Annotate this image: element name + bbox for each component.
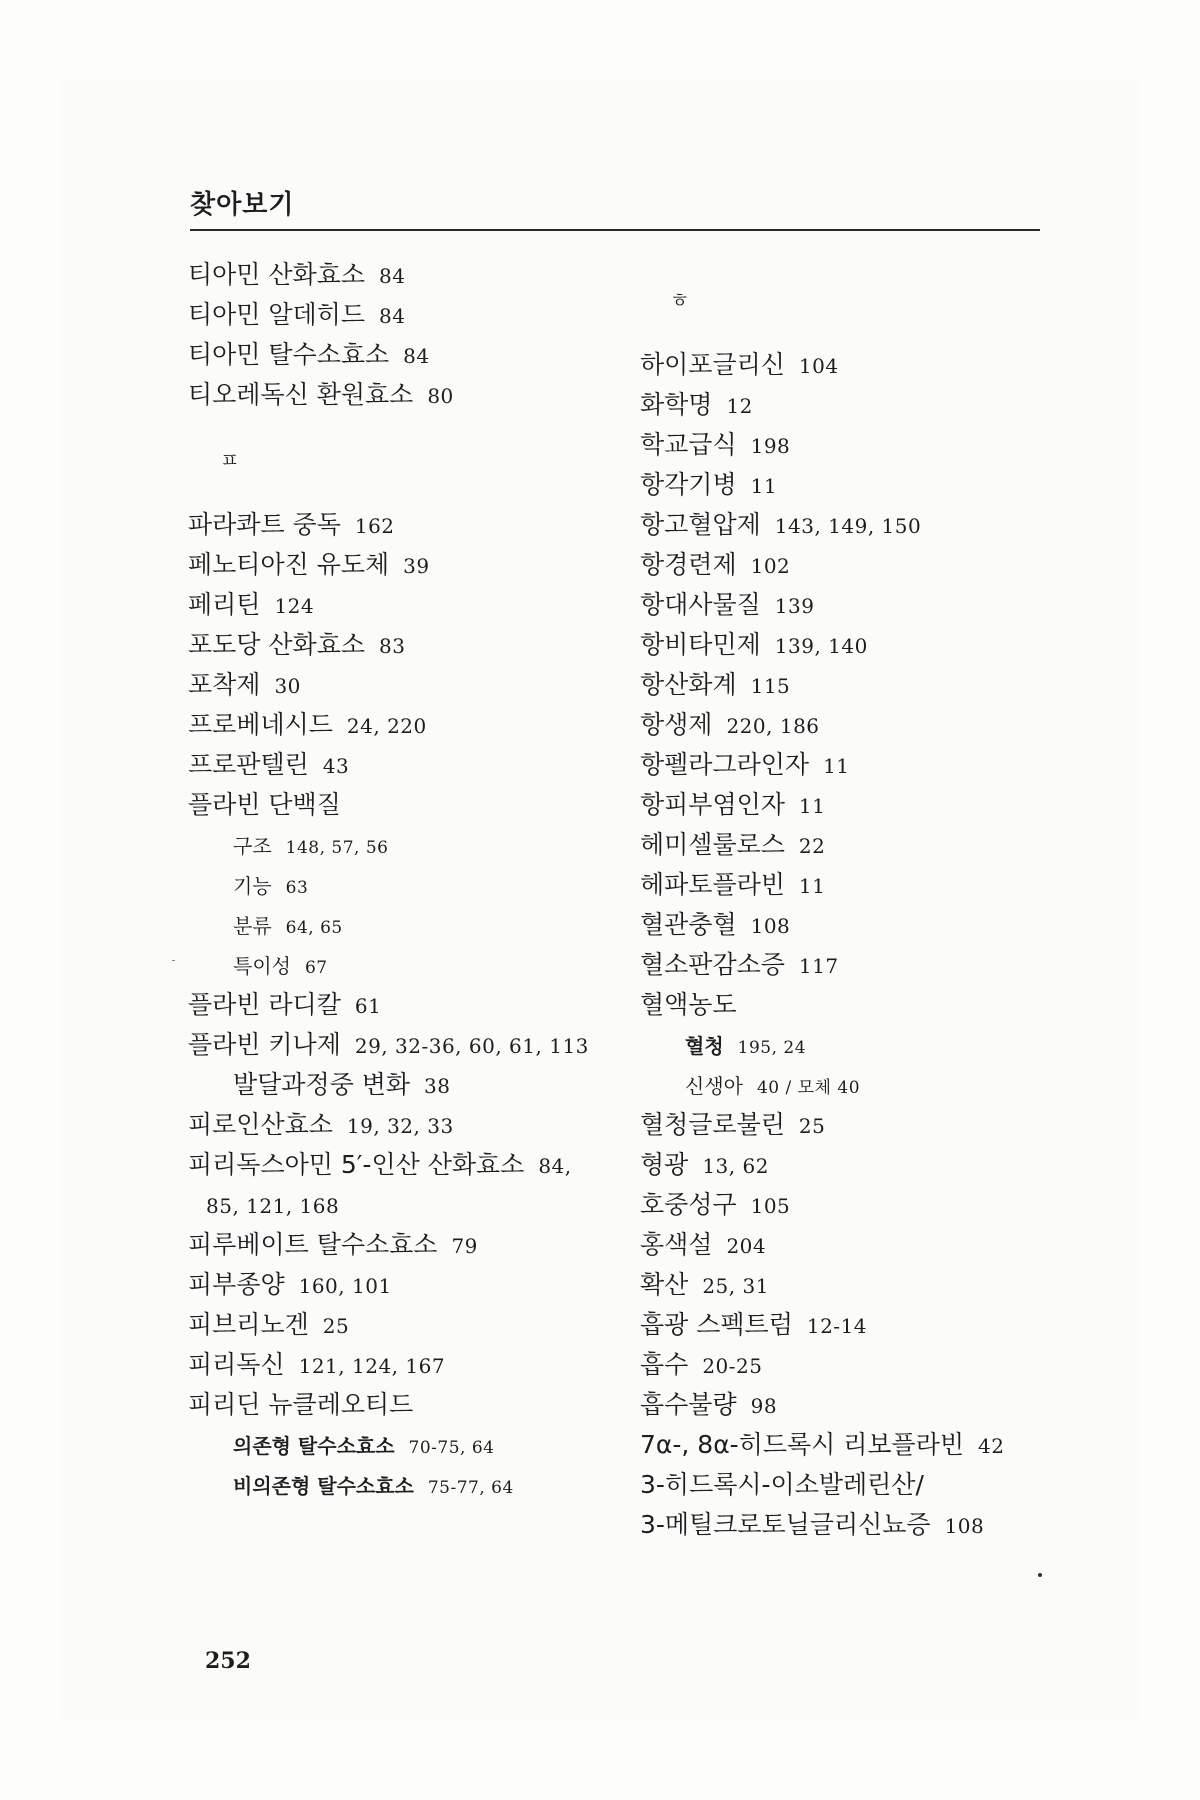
subentry-term: 기능 bbox=[233, 874, 272, 898]
index-entry bbox=[188, 375, 638, 415]
entry-pages: 115 bbox=[750, 674, 791, 698]
subentry-term: 혈청 bbox=[685, 1034, 724, 1058]
entry-pages: 160, 101 bbox=[298, 1274, 392, 1298]
entry-term: 피부종양 bbox=[188, 1270, 285, 1299]
entry-term: 혈관충혈 bbox=[640, 910, 737, 939]
entry-pages: 162 bbox=[354, 514, 395, 538]
index-entry bbox=[640, 1185, 1060, 1225]
entry-pages: 117 bbox=[798, 954, 839, 978]
entry-term: 페리틴 bbox=[188, 590, 261, 619]
entry-pages: 84 bbox=[379, 264, 406, 288]
index-subentry bbox=[188, 1425, 638, 1465]
entry-term: 홍색설 bbox=[640, 1230, 713, 1259]
entry-term: 플라빈 단백질 bbox=[188, 790, 341, 819]
index-subentry bbox=[188, 1065, 638, 1105]
index-entry bbox=[640, 1105, 1060, 1145]
entry-pages: 22 bbox=[798, 834, 826, 858]
index-subentry bbox=[188, 825, 638, 865]
entry-pages: 105 bbox=[750, 1194, 791, 1218]
index-subentry bbox=[188, 905, 638, 945]
index-entry bbox=[640, 745, 1060, 785]
margin-mark bbox=[172, 960, 175, 961]
index-entry bbox=[640, 945, 1060, 985]
entry-term: 흡광 스펙트럼 bbox=[640, 1310, 793, 1339]
index-entry bbox=[640, 625, 1060, 665]
entry-term: 피루베이트 탈수소효소 bbox=[188, 1230, 438, 1259]
entry-pages: 11 bbox=[798, 874, 826, 898]
entry-pages: 20-25 bbox=[702, 1354, 763, 1378]
entry-pages: 25 bbox=[798, 1114, 826, 1138]
index-entry bbox=[188, 985, 638, 1025]
entry-pages: 25 bbox=[322, 1314, 350, 1338]
entry-pages: 220, 186 bbox=[726, 714, 820, 738]
index-entry bbox=[188, 295, 638, 335]
entry-term: 항산화계 bbox=[640, 670, 737, 699]
index-subentry bbox=[188, 945, 638, 985]
subentry-pages: 70-75, 64 bbox=[408, 1438, 495, 1458]
entry-term: 항비타민제 bbox=[640, 630, 761, 659]
entry-term: 항고혈압제 bbox=[640, 510, 761, 539]
index-entry bbox=[188, 665, 638, 705]
subentry-pages: 195, 24 bbox=[737, 1038, 807, 1058]
section-letter-h: ㅎ bbox=[670, 288, 690, 312]
entry-pages: 198 bbox=[750, 434, 791, 458]
index-entry bbox=[640, 825, 1060, 865]
entry-term: 피브리노겐 bbox=[188, 1310, 309, 1339]
index-subentry bbox=[188, 865, 638, 905]
subentry-pages: 63 bbox=[285, 878, 309, 898]
index-entry bbox=[640, 1425, 1060, 1465]
margin-dot bbox=[1038, 1573, 1042, 1577]
subentry-pages: 67 bbox=[304, 958, 328, 978]
index-entry bbox=[640, 1145, 1060, 1185]
header-rule bbox=[190, 229, 1040, 231]
entry-term: 피로인산효소 bbox=[188, 1110, 333, 1139]
index-entry bbox=[188, 335, 638, 375]
entry-pages: 43 bbox=[322, 754, 350, 778]
entry-term: 항펠라그라인자 bbox=[640, 750, 810, 779]
index-entry bbox=[188, 1345, 638, 1385]
entry-term: 헤미셀룰로스 bbox=[640, 830, 785, 859]
entry-pages: 139 bbox=[774, 594, 815, 618]
entry-term: 학교급식 bbox=[640, 430, 737, 459]
index-entry bbox=[188, 545, 638, 585]
index-entry bbox=[640, 1345, 1060, 1385]
index-entry bbox=[640, 345, 1060, 385]
entry-term: 피리독신 bbox=[188, 1350, 285, 1379]
index-entry bbox=[188, 1225, 638, 1265]
index-subentry bbox=[640, 1025, 1060, 1065]
entry-term: 확산 bbox=[640, 1270, 689, 1299]
entry-term: 포착제 bbox=[188, 670, 261, 699]
index-entry bbox=[188, 785, 638, 825]
entry-term: 항대사물질 bbox=[640, 590, 761, 619]
subentry-term: 구조 bbox=[233, 834, 272, 858]
entry-pages: 84 bbox=[379, 304, 406, 328]
entry-pages: 12 bbox=[726, 394, 753, 418]
index-entry bbox=[188, 1025, 638, 1065]
index-entry bbox=[640, 865, 1060, 905]
entry-pages: 121, 124, 167 bbox=[298, 1354, 446, 1378]
entry-term: 7α-, 8α-히드록시 리보플라빈 bbox=[640, 1430, 965, 1459]
entry-pages: 30 bbox=[274, 674, 301, 698]
index-entry bbox=[640, 425, 1060, 465]
index-entry bbox=[188, 1105, 638, 1145]
entry-term: 흡수불량 bbox=[640, 1390, 737, 1419]
index-entry bbox=[640, 1385, 1060, 1425]
subentry-term: 분류 bbox=[233, 914, 272, 938]
page-number: 252 bbox=[205, 1648, 251, 1674]
entry-term: 피리독스아민 5′-인산 산화효소 bbox=[188, 1150, 525, 1179]
entry-term: 피리딘 뉴클레오티드 bbox=[188, 1390, 414, 1419]
index-entry bbox=[188, 745, 638, 785]
index-entry bbox=[188, 1305, 638, 1345]
index-entry bbox=[640, 585, 1060, 625]
index-entry bbox=[640, 1465, 1060, 1505]
index-entry bbox=[640, 985, 1060, 1025]
entry-pages: 85, 121, 168 bbox=[206, 1194, 340, 1218]
entry-pages: 11 bbox=[798, 794, 826, 818]
subentry-pages: 148, 57, 56 bbox=[285, 838, 389, 858]
index-entry bbox=[640, 1305, 1060, 1345]
section-letter-p: ㅍ bbox=[220, 448, 240, 472]
entry-pages: 11 bbox=[823, 754, 850, 778]
entry-pages: 61 bbox=[354, 994, 382, 1018]
index-entry bbox=[640, 505, 1060, 545]
entry-term: 항생제 bbox=[640, 710, 713, 739]
entry-term: 혈액농도 bbox=[640, 990, 737, 1019]
index-entry bbox=[640, 545, 1060, 585]
subentry-term: 의존형 탈수소효소 bbox=[233, 1434, 395, 1458]
index-entry bbox=[188, 585, 638, 625]
subentry-pages: 75-77, 64 bbox=[427, 1478, 514, 1498]
entry-pages: 19, 32, 33 bbox=[346, 1114, 454, 1138]
entry-pages: 102 bbox=[750, 554, 791, 578]
entry-term: 혈소판감소증 bbox=[640, 950, 785, 979]
index-entry bbox=[640, 665, 1060, 705]
entry-pages: 84 bbox=[403, 344, 430, 368]
entry-pages: 11 bbox=[750, 474, 778, 498]
index-entry bbox=[640, 1505, 1060, 1545]
entry-term: 호중성구 bbox=[640, 1190, 737, 1219]
index-entry bbox=[188, 625, 638, 665]
entry-pages: 84, bbox=[538, 1154, 572, 1178]
subentry-pages: 38 bbox=[424, 1074, 451, 1098]
entry-term: 혈청글로불린 bbox=[640, 1110, 785, 1139]
entry-term: 티아민 알데히드 bbox=[188, 300, 365, 329]
entry-pages: 98 bbox=[750, 1394, 778, 1418]
entry-pages: 13, 62 bbox=[702, 1154, 769, 1178]
entry-pages: 139, 140 bbox=[774, 634, 868, 658]
entry-term: 항각기병 bbox=[640, 470, 737, 499]
index-entry bbox=[640, 1265, 1060, 1305]
index-entry bbox=[188, 705, 638, 745]
index-title: 찾아보기 bbox=[190, 190, 295, 220]
entry-term: 플라빈 라디칼 bbox=[188, 990, 341, 1019]
entry-term: 하이포글리신 bbox=[640, 350, 785, 379]
entry-pages: 83 bbox=[379, 634, 406, 658]
entry-term: 페노티아진 유도체 bbox=[188, 550, 390, 579]
index-subentry bbox=[640, 1065, 1060, 1105]
subentry-term: 특이성 bbox=[233, 954, 291, 978]
index-entry bbox=[640, 705, 1060, 745]
index-right-column bbox=[640, 255, 1060, 1545]
entry-term: 3-히드록시-이소발레린산/ bbox=[640, 1470, 924, 1499]
entry-pages: 12-14 bbox=[806, 1314, 868, 1338]
index-subentry bbox=[188, 1465, 638, 1505]
entry-pages: 108 bbox=[750, 914, 791, 938]
entry-term: 파라콰트 중독 bbox=[188, 510, 341, 539]
index-entry bbox=[640, 1225, 1060, 1265]
index-entry bbox=[188, 255, 638, 295]
index-entry bbox=[640, 465, 1060, 505]
entry-term: 흡수 bbox=[640, 1350, 689, 1379]
entry-term: 프로베네시드 bbox=[188, 710, 333, 739]
entry-term: 프로판텔린 bbox=[188, 750, 309, 779]
index-entry bbox=[188, 1145, 638, 1185]
index-left-column bbox=[188, 255, 638, 1505]
entry-pages: 39 bbox=[403, 554, 430, 578]
subentry-pages: 64, 65 bbox=[285, 918, 343, 938]
entry-pages: 108 bbox=[944, 1514, 985, 1538]
entry-term: 헤파토플라빈 bbox=[640, 870, 785, 899]
index-entry bbox=[640, 385, 1060, 425]
entry-term: 항피부염인자 bbox=[640, 790, 785, 819]
entry-term: 티아민 탈수소효소 bbox=[188, 340, 390, 369]
entry-term: 포도당 산화효소 bbox=[188, 630, 365, 659]
entry-term: 3-메틸크로토닐글리신뇨증 bbox=[640, 1510, 931, 1539]
entry-term: 티아민 산화효소 bbox=[188, 260, 365, 289]
entry-pages: 79 bbox=[451, 1234, 478, 1258]
entry-term: 화학명 bbox=[640, 390, 713, 419]
page-header bbox=[190, 185, 1040, 231]
index-entry-continuation bbox=[188, 1185, 638, 1225]
entry-pages: 124 bbox=[274, 594, 315, 618]
entry-pages: 29, 32-36, 60, 61, 113 bbox=[354, 1034, 589, 1058]
entry-pages: 80 bbox=[427, 384, 454, 408]
index-entry bbox=[188, 1265, 638, 1305]
subentry-pages: 40 / 모체 40 bbox=[756, 1078, 861, 1098]
entry-term: 항경련제 bbox=[640, 550, 737, 579]
subentry-term: 비의존형 탈수소효소 bbox=[233, 1474, 414, 1498]
entry-pages: 204 bbox=[726, 1234, 767, 1258]
entry-term: 플라빈 키나제 bbox=[188, 1030, 341, 1059]
entry-pages: 143, 149, 150 bbox=[774, 514, 922, 538]
entry-pages: 104 bbox=[798, 354, 839, 378]
entry-pages: 25, 31 bbox=[702, 1274, 769, 1298]
entry-pages: 42 bbox=[978, 1434, 1005, 1458]
subentry-term: 신생아 bbox=[685, 1074, 743, 1098]
index-entry bbox=[188, 505, 638, 545]
entry-pages: 24, 220 bbox=[346, 714, 427, 738]
entry-term: 형광 bbox=[640, 1150, 689, 1179]
index-entry bbox=[640, 905, 1060, 945]
index-entry bbox=[640, 785, 1060, 825]
subentry-term: 발달과정중 변화 bbox=[233, 1070, 410, 1099]
index-entry bbox=[188, 1385, 638, 1425]
entry-term: 티오레독신 환원효소 bbox=[188, 380, 414, 409]
